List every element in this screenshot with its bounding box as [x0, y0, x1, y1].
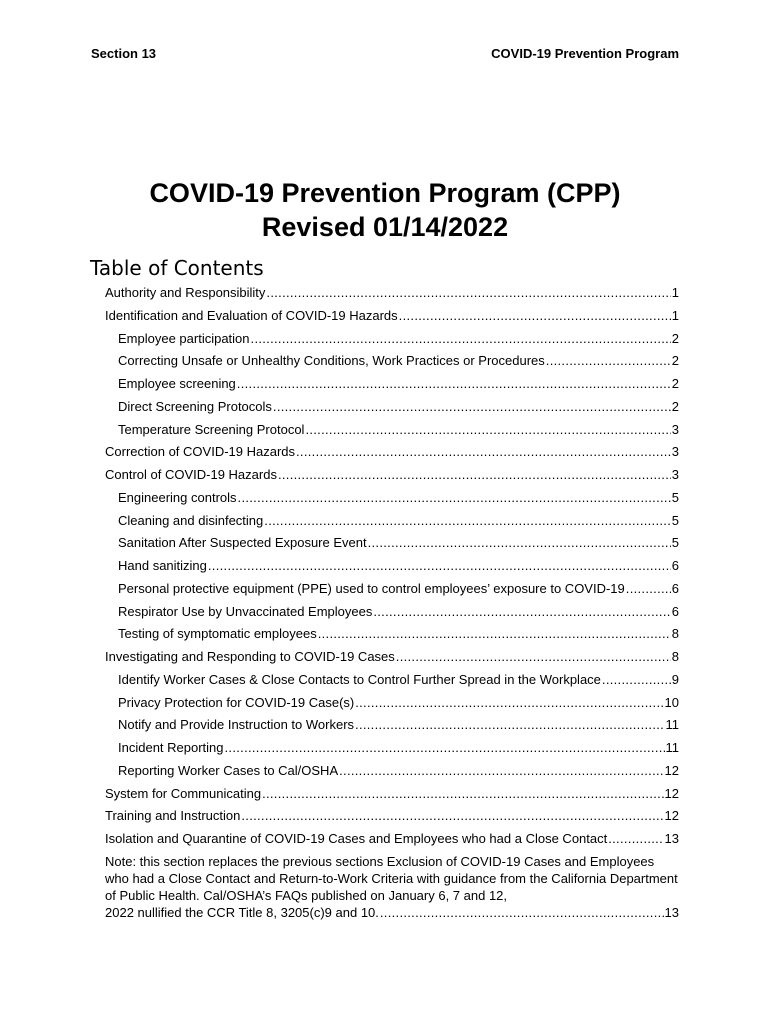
dot-leader: [305, 420, 670, 440]
toc-entry-label: Reporting Worker Cases to Cal/OSHA: [118, 762, 339, 778]
document-name: COVID-19 Prevention Program: [491, 46, 679, 61]
toc-entry[interactable]: [118, 374, 679, 394]
page-header: [91, 46, 679, 66]
toc-entry[interactable]: [118, 397, 679, 417]
toc-entry[interactable]: [118, 670, 679, 690]
toc-entry-page: 6: [671, 603, 679, 619]
toc-entry-label: System for Communicating: [105, 785, 262, 801]
dot-leader: [368, 533, 671, 553]
toc-entry-page: 1: [671, 285, 679, 300]
dot-leader: [296, 442, 671, 462]
toc-entry-page: 1: [671, 307, 679, 323]
toc-entry-label: Correcting Unsafe or Unhealthy Conditions, Work Practices or Procedures: [118, 353, 545, 369]
toc-entry-page: 11: [665, 740, 679, 755]
toc-entry-label: Notify and Provide Instruction to Workers: [118, 717, 355, 733]
toc-entry[interactable]: [105, 829, 679, 849]
toc-entry-page: 8: [671, 649, 679, 664]
dot-leader: [396, 647, 671, 667]
dot-leader: [626, 579, 671, 599]
dot-leader: [355, 715, 664, 735]
toc-entry-label: Employee screening: [118, 376, 236, 391]
toc-entry[interactable]: [118, 715, 679, 735]
toc-entry-page: 9: [671, 671, 679, 687]
toc-entry-label: Direct Screening Protocols: [118, 398, 272, 414]
toc-entry-page: 10: [664, 694, 679, 710]
dot-leader: [238, 488, 671, 508]
toc-entry-page: 2: [671, 353, 679, 369]
toc-entry[interactable]: [118, 488, 679, 508]
toc-entry-label: Identification and Evaluation of COVID-19 Hazards: [105, 307, 398, 323]
toc-entry[interactable]: [118, 624, 679, 644]
toc-entry[interactable]: [118, 351, 679, 371]
dot-leader: [237, 374, 671, 394]
toc-entry[interactable]: [105, 306, 679, 326]
toc-entry[interactable]: [118, 693, 679, 713]
toc-entry-label: Identify Worker Cases & Close Contacts to Control Further Spread in the Workplace: [118, 671, 601, 687]
toc-entry[interactable]: [105, 647, 679, 667]
toc-entry[interactable]: [118, 511, 679, 531]
dot-leader: [608, 829, 663, 849]
note-last-line: 2022 nullified the CCR Title 8, 3205(c)9 and 10.: [105, 905, 379, 920]
toc-entry[interactable]: [105, 465, 679, 485]
dot-leader: [241, 806, 663, 826]
toc-entry-label: Isolation and Quarantine of COVID-19 Cases and Employees who had a Close Contact: [105, 831, 608, 846]
toc-entry[interactable]: [118, 602, 679, 622]
toc-entry[interactable]: [105, 806, 679, 826]
toc-entry[interactable]: [118, 533, 679, 553]
toc-entry-page: 2: [671, 376, 679, 391]
dot-leader: [355, 693, 663, 713]
dot-leader: [225, 738, 665, 758]
toc-entry-label: Hand sanitizing: [118, 558, 207, 573]
toc-entry-page: 6: [671, 580, 679, 596]
toc-entry[interactable]: [105, 283, 679, 303]
toc-entry-label: Respirator Use by Unvaccinated Employees: [118, 603, 373, 619]
toc-entry-page: 5: [671, 535, 679, 551]
toc-entry[interactable]: [118, 579, 679, 599]
dot-leader: [602, 670, 671, 690]
toc-entry-page: 6: [671, 558, 679, 573]
section-label: Section 13: [91, 46, 157, 61]
dot-leader: [278, 465, 671, 485]
dot-leader: [373, 602, 670, 622]
title-line-2: Revised 01/14/2022: [261, 212, 509, 242]
toc-entry[interactable]: [118, 738, 679, 758]
toc-entry-page: 3: [671, 467, 679, 482]
toc-entry-page: 12: [664, 785, 679, 801]
toc-entry-label: Investigating and Responding to COVID-19 Cases: [105, 649, 395, 664]
toc-entry-label: Cleaning and disinfecting: [118, 512, 264, 528]
toc-entry-label: Temperature Screening Protocol: [118, 421, 305, 437]
toc-entry-page: 3: [671, 444, 679, 460]
dot-leader: [399, 306, 671, 326]
toc-entry-page: 5: [671, 489, 679, 505]
toc-entry-label: Authority and Responsibility: [105, 285, 266, 300]
toc-entry-page: 13: [664, 831, 679, 846]
toc-entry[interactable]: [118, 761, 679, 781]
toc-entry-page: 2: [671, 330, 679, 346]
toc-entry-page: 11: [665, 717, 679, 733]
dot-leader: [380, 904, 664, 921]
note-page-number: 13: [664, 905, 679, 920]
toc-heading: Table of Contents: [90, 256, 264, 280]
toc-entry[interactable]: [118, 420, 679, 440]
toc-entry-page: 12: [664, 808, 679, 824]
toc-entry-page: 3: [671, 421, 679, 437]
toc-entry-label: Testing of symptomatic employees: [118, 626, 317, 642]
page-title: [0, 176, 770, 244]
toc-entry[interactable]: [118, 329, 679, 349]
toc-entry[interactable]: [105, 442, 679, 462]
toc-entry-label: Privacy Protection for COVID-19 Case(s): [118, 694, 355, 710]
toc-entry[interactable]: [118, 556, 679, 576]
toc-entry-label: Incident Reporting: [118, 740, 224, 755]
title-line-1: COVID-19 Prevention Program (CPP): [149, 178, 621, 208]
toc-entry-label: Sanitation After Suspected Exposure Event: [118, 535, 367, 551]
toc-entry-page: 5: [671, 512, 679, 528]
toc-entry-page: 12: [664, 762, 679, 778]
toc-entry-page: 2: [671, 398, 679, 414]
toc-note-entry[interactable]: [105, 853, 679, 921]
toc-entry-label: Personal protective equipment (PPE) used to control employees’ exposure to COVID-19: [118, 580, 625, 596]
dot-leader: [208, 556, 671, 576]
toc-entry-label: Control of COVID-19 Hazards: [105, 467, 277, 482]
toc-entry-label: Employee participation: [118, 330, 250, 346]
note-text: Note: this section replaces the previous sections Exclusion of COVID-19 Cases and Employees who had a Close Contact and Return-to-Work Criteria with guidance from the California Department of Public Health. Cal/OSHA’s FAQs published on January 6, 7 and 12,: [105, 854, 678, 903]
dot-leader: [266, 283, 670, 303]
dot-leader: [251, 329, 671, 349]
dot-leader: [264, 511, 670, 531]
toc-entry[interactable]: [105, 784, 679, 804]
toc-entry-page: 8: [671, 626, 679, 642]
dot-leader: [546, 351, 671, 371]
dot-leader: [318, 624, 671, 644]
dot-leader: [339, 761, 663, 781]
toc-entry-label: Engineering controls: [118, 489, 237, 505]
dot-leader: [273, 397, 671, 417]
toc-entry-label: Correction of COVID-19 Hazards: [105, 444, 296, 460]
dot-leader: [262, 784, 663, 804]
toc-entry-label: Training and Instruction: [105, 808, 241, 824]
